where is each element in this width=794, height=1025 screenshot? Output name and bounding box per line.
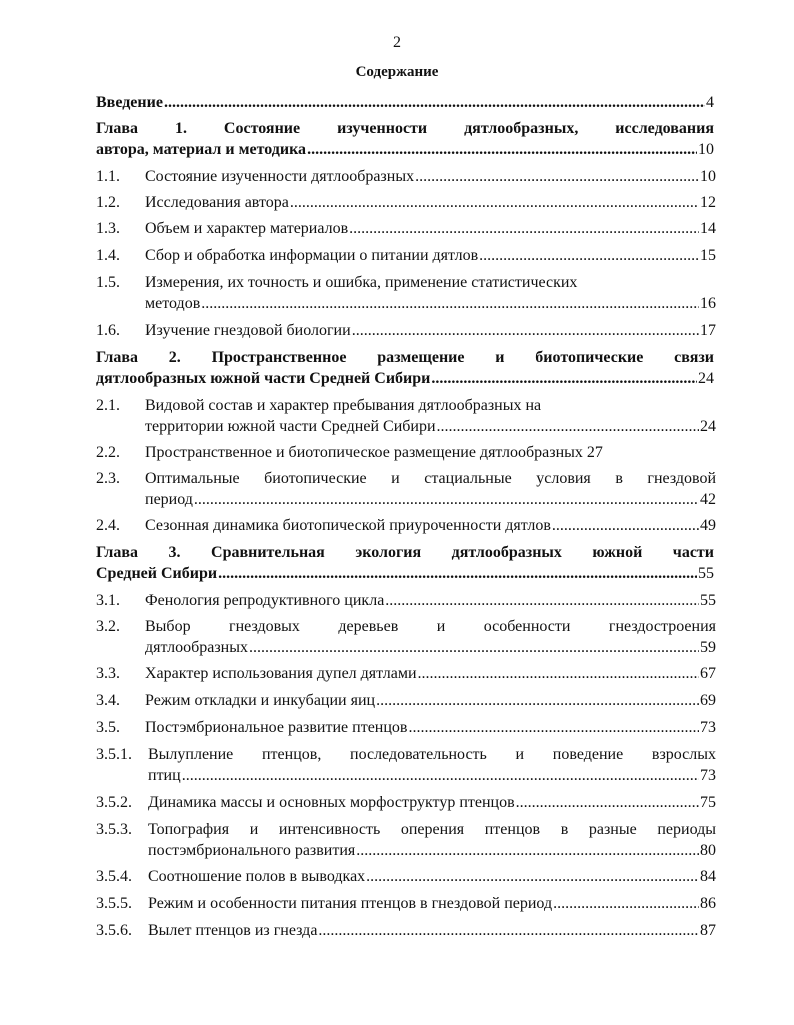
entry-line2: дятлообразных <box>145 639 248 656</box>
entry-line2: период <box>145 491 193 508</box>
entry-page: 55 <box>700 592 716 609</box>
toc-entry-1-5[interactable] <box>96 272 716 314</box>
toc-entry-3-5-6[interactable] <box>96 920 716 941</box>
entry-page: 67 <box>700 665 716 682</box>
toc-entry-1-4[interactable] <box>96 245 716 266</box>
entry-number: 3.5.3. <box>96 821 132 838</box>
entry-text: Пространственное и биотопическое размещение дятлообразных 27 <box>145 444 603 461</box>
entry-line1: Видовой состав и характер пребывания дятлообразных на <box>145 397 542 414</box>
entry-number: 1.1. <box>96 168 120 185</box>
entry-text: Режим и особенности питания птенцов в гнездовой период <box>148 895 553 912</box>
entry-line1: Глава 2. Пространственное размещение и биотопические связи <box>96 349 714 366</box>
toc-entry-3-5-3[interactable] <box>96 819 716 861</box>
toc-entry-3-2[interactable] <box>96 616 716 658</box>
entry-page: 15 <box>700 247 716 264</box>
entry-number: 1.3. <box>96 220 120 237</box>
page-number: 2 <box>393 34 401 51</box>
entry-line1: Топография и интенсивность оперения птенцов в разные периоды <box>148 821 716 838</box>
entry-page: 80 <box>700 842 716 859</box>
entry-text: Состояние изученности дятлообразных <box>145 168 415 185</box>
entry-page: 87 <box>700 922 716 939</box>
toc-entry-1-3[interactable] <box>96 218 716 239</box>
entry-line2: птиц <box>148 767 181 784</box>
entry-line2: автора, материал и методика <box>96 141 307 158</box>
toc-entry-3-5-4[interactable] <box>96 866 716 887</box>
entry-number: 1.2. <box>96 194 120 211</box>
entry-page: 24 <box>698 370 714 387</box>
entry-text: Фенология репродуктивного цикла <box>145 592 385 609</box>
entry-line1: Выбор гнездовых деревьев и особенности гнездостроения <box>145 618 716 635</box>
entry-line1: Глава 3. Сравнительная экология дятлообразных южной части <box>96 544 714 561</box>
entry-number: 3.2. <box>96 618 120 635</box>
toc-entry-2-3[interactable] <box>96 468 716 510</box>
entry-page: 49 <box>700 517 716 534</box>
toc-entry-3-5-1[interactable] <box>96 744 716 786</box>
entry-line2: дятлообразных южной части Средней Сибири <box>96 370 431 387</box>
entry-text: Введение <box>96 94 163 111</box>
entry-page: 10 <box>700 168 716 185</box>
entry-page: 10 <box>698 141 714 158</box>
entry-text: Динамика массы и основных морфоструктур птенцов <box>148 794 515 811</box>
entry-page: 24 <box>700 418 716 435</box>
entry-number: 3.5.4. <box>96 868 132 885</box>
entry-page: 73 <box>700 719 716 736</box>
entry-page: 12 <box>700 194 716 211</box>
entry-text: Объем и характер материалов <box>145 220 349 237</box>
entry-line2: методов <box>145 295 201 312</box>
toc-entry-3-4[interactable] <box>96 690 716 711</box>
entry-number: 2.3. <box>96 470 120 487</box>
toc-entry-1-2[interactable] <box>96 192 716 213</box>
entry-text: Соотношение полов в выводках <box>148 868 366 885</box>
entry-page: 16 <box>700 295 716 312</box>
entry-text: Постэмбриональное развитие птенцов <box>145 719 408 736</box>
toc-entry-1-6[interactable] <box>96 320 716 341</box>
entry-page: 75 <box>700 794 716 811</box>
entry-number: 3.5.2. <box>96 794 132 811</box>
entry-number: 1.5. <box>96 274 120 291</box>
entry-page: 86 <box>700 895 716 912</box>
toc-entry-3-1[interactable] <box>96 590 716 611</box>
entry-page: 14 <box>700 220 716 237</box>
entry-number: 2.1. <box>96 397 120 414</box>
entry-page: 84 <box>700 868 716 885</box>
toc-entry-chapter-2[interactable] <box>96 347 714 389</box>
entry-page: 69 <box>700 692 716 709</box>
entry-text: Режим откладки и инкубации яиц <box>145 692 376 709</box>
toc-title: Содержание <box>355 64 439 80</box>
entry-number: 1.6. <box>96 322 120 339</box>
toc-entry-3-3[interactable] <box>96 663 716 684</box>
entry-line1: Измерения, их точность и ошибка, применение статистических <box>145 274 578 291</box>
entry-page: 73 <box>700 767 716 784</box>
toc-entry-2-4[interactable] <box>96 515 716 536</box>
entry-number: 3.5.5. <box>96 895 132 912</box>
entry-number: 3.5. <box>96 719 120 736</box>
entry-line1: Глава 1. Состояние изученности дятлообразных, исследования <box>96 120 714 137</box>
entry-number: 3.3. <box>96 665 120 682</box>
entry-line2: постэмбрионального развития <box>148 842 356 859</box>
toc-entry-2-2[interactable] <box>96 442 716 463</box>
entry-text: Вылет птенцов из гнезда <box>148 922 318 939</box>
entry-number: 3.5.6. <box>96 922 132 939</box>
entry-number: 2.4. <box>96 517 120 534</box>
toc-entry-chapter-3[interactable] <box>96 542 714 584</box>
entry-page: 55 <box>698 565 714 582</box>
toc-entry-3-5-2[interactable] <box>96 792 716 813</box>
entry-line1: Вылупление птенцов, последовательность и поведение взрослых <box>148 746 716 763</box>
entry-line2: Средней Сибири <box>96 565 218 582</box>
toc-entry-1-1[interactable] <box>96 166 716 187</box>
entry-text: Сбор и обработка информации о питании дятлов <box>145 247 479 264</box>
entry-number: 3.4. <box>96 692 120 709</box>
toc-entry-3-5-5[interactable] <box>96 893 716 914</box>
toc-entry-3-5[interactable] <box>96 717 716 738</box>
toc-entry-chapter-1[interactable] <box>96 118 714 160</box>
toc-entry-intro[interactable] <box>96 92 714 113</box>
entry-number: 2.2. <box>96 444 120 461</box>
entry-text: Исследования автора <box>145 194 289 211</box>
entry-page: 42 <box>700 491 716 508</box>
entry-page: 17 <box>700 322 716 339</box>
entry-number: 3.1. <box>96 592 120 609</box>
entry-line2: территории южной части Средней Сибири <box>145 418 436 435</box>
entry-text: Сезонная динамика биотопической приуроченности дятлов <box>145 517 551 534</box>
entry-page: 4 <box>706 94 714 111</box>
entry-page: 59 <box>700 639 716 656</box>
entry-line1: Оптимальные биотопические и стациальные условия в гнездовой <box>145 470 716 487</box>
entry-number: 3.5.1. <box>96 746 132 763</box>
entry-number: 1.4. <box>96 247 120 264</box>
entry-text: Изучение гнездовой биологии <box>145 322 351 339</box>
toc-entry-2-1[interactable] <box>96 395 716 437</box>
entry-text: Характер использования дупел дятлами <box>145 665 417 682</box>
